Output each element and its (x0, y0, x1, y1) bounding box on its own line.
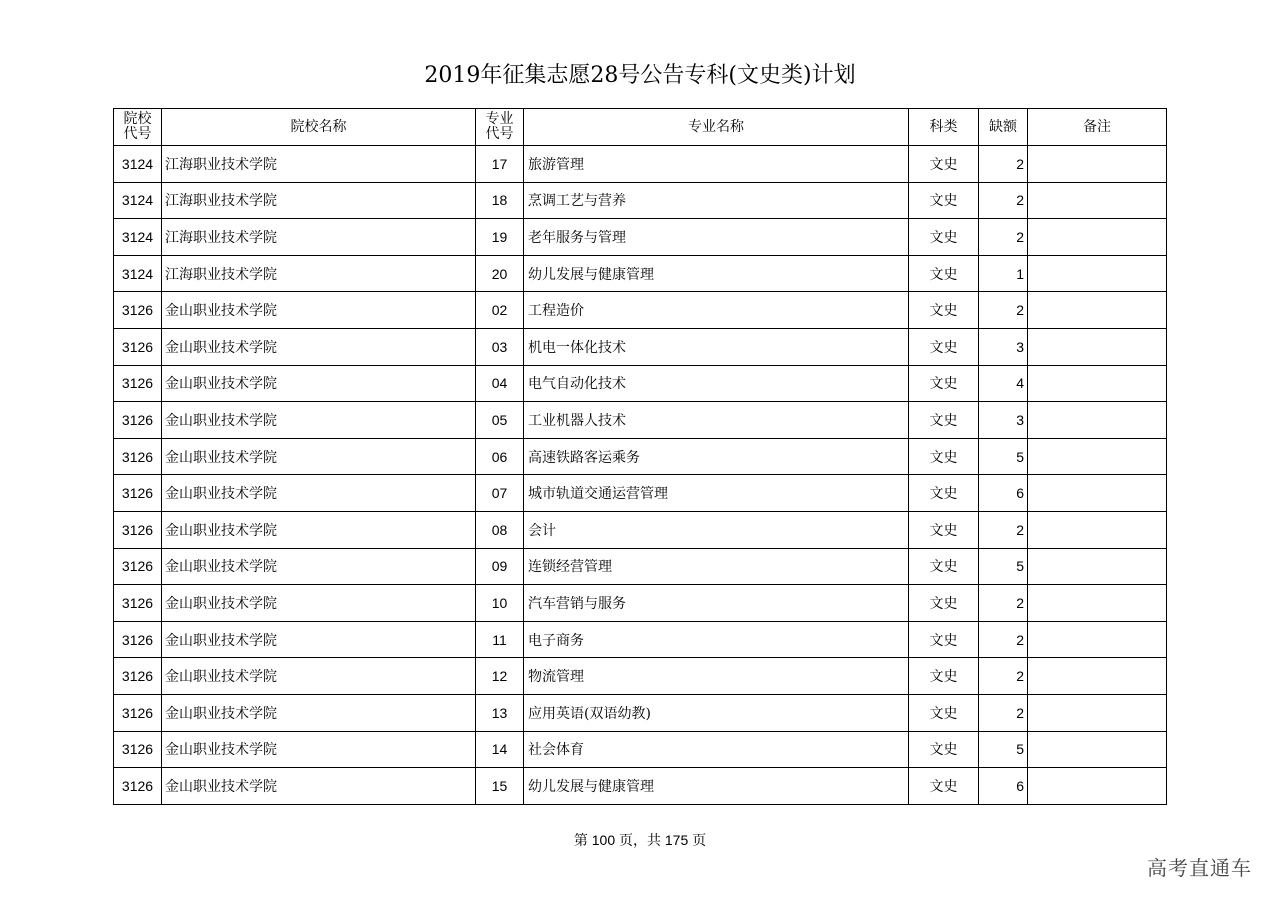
cell-school-code: 3126 (114, 548, 162, 585)
cell-remarks (1028, 182, 1167, 219)
cell-school-name: 金山职业技术学院 (162, 585, 476, 622)
cell-category: 文史 (909, 768, 979, 805)
table-body (114, 146, 1167, 805)
cell-school-name: 金山职业技术学院 (162, 328, 476, 365)
table-row (114, 694, 1167, 731)
table-row (114, 658, 1167, 695)
cell-major-code: 15 (476, 768, 524, 805)
table-row (114, 292, 1167, 329)
watermark: 高考直通车 (1147, 856, 1252, 880)
cell-category: 文史 (909, 658, 979, 695)
cell-school-name: 金山职业技术学院 (162, 731, 476, 768)
cell-school-code: 3126 (114, 402, 162, 439)
table-row (114, 438, 1167, 475)
table-row (114, 621, 1167, 658)
table-row (114, 731, 1167, 768)
cell-school-code: 3126 (114, 365, 162, 402)
cell-major-name: 电气自动化技术 (524, 365, 909, 402)
cell-school-code: 3126 (114, 292, 162, 329)
cell-category: 文史 (909, 731, 979, 768)
cell-remarks (1028, 402, 1167, 439)
table-row (114, 585, 1167, 622)
cell-school-code: 3126 (114, 694, 162, 731)
cell-remarks (1028, 694, 1167, 731)
table-row (114, 328, 1167, 365)
cell-school-code: 3124 (114, 146, 162, 183)
cell-school-code: 3126 (114, 731, 162, 768)
cell-school-code: 3126 (114, 328, 162, 365)
cell-school-code: 3126 (114, 438, 162, 475)
cell-major-name: 高速铁路客运乘务 (524, 438, 909, 475)
cell-school-code: 3126 (114, 585, 162, 622)
cell-school-code: 3124 (114, 255, 162, 292)
cell-school-name: 金山职业技术学院 (162, 694, 476, 731)
cell-major-name: 汽车营销与服务 (524, 585, 909, 622)
cell-category: 文史 (909, 621, 979, 658)
cell-major-code: 20 (476, 255, 524, 292)
plan-table (113, 108, 1167, 805)
cell-major-code: 18 (476, 182, 524, 219)
header-category: 科类 (909, 109, 979, 146)
table-row (114, 219, 1167, 256)
cell-major-code: 10 (476, 585, 524, 622)
cell-quota: 2 (979, 146, 1028, 183)
cell-remarks (1028, 585, 1167, 622)
cell-school-name: 金山职业技术学院 (162, 365, 476, 402)
cell-category: 文史 (909, 182, 979, 219)
cell-school-name: 金山职业技术学院 (162, 438, 476, 475)
cell-major-name: 物流管理 (524, 658, 909, 695)
cell-remarks (1028, 768, 1167, 805)
cell-major-name: 幼儿发展与健康管理 (524, 255, 909, 292)
cell-quota: 2 (979, 219, 1028, 256)
cell-remarks (1028, 511, 1167, 548)
cell-major-code: 17 (476, 146, 524, 183)
page-title: 2019年征集志愿28号公告专科(文史类)计划 (424, 63, 856, 88)
cell-school-name: 金山职业技术学院 (162, 658, 476, 695)
cell-school-name: 金山职业技术学院 (162, 511, 476, 548)
header-major-code: 专业 代号 (476, 109, 524, 146)
table-row (114, 402, 1167, 439)
cell-quota: 3 (979, 402, 1028, 439)
cell-quota: 2 (979, 621, 1028, 658)
cell-major-name: 连锁经营管理 (524, 548, 909, 585)
page-footer: 第 100 页，共 175 页 (573, 832, 707, 848)
cell-school-code: 3126 (114, 658, 162, 695)
cell-school-name: 金山职业技术学院 (162, 292, 476, 329)
cell-school-name: 金山职业技术学院 (162, 402, 476, 439)
cell-remarks (1028, 658, 1167, 695)
cell-category: 文史 (909, 146, 979, 183)
cell-quota: 4 (979, 365, 1028, 402)
table-header-row (114, 109, 1167, 146)
cell-school-code: 3124 (114, 182, 162, 219)
cell-major-code: 11 (476, 621, 524, 658)
cell-quota: 2 (979, 694, 1028, 731)
cell-quota: 2 (979, 182, 1028, 219)
cell-category: 文史 (909, 548, 979, 585)
cell-major-code: 13 (476, 694, 524, 731)
cell-category: 文史 (909, 402, 979, 439)
cell-remarks (1028, 475, 1167, 512)
cell-quota: 2 (979, 292, 1028, 329)
cell-major-name: 旅游管理 (524, 146, 909, 183)
cell-remarks (1028, 328, 1167, 365)
cell-school-code: 3124 (114, 219, 162, 256)
cell-major-code: 12 (476, 658, 524, 695)
header-quota: 缺额 (979, 109, 1028, 146)
table-row (114, 255, 1167, 292)
cell-category: 文史 (909, 255, 979, 292)
cell-remarks (1028, 292, 1167, 329)
cell-major-name: 老年服务与管理 (524, 219, 909, 256)
cell-school-name: 金山职业技术学院 (162, 621, 476, 658)
cell-category: 文史 (909, 475, 979, 512)
table-row (114, 182, 1167, 219)
cell-remarks (1028, 219, 1167, 256)
cell-category: 文史 (909, 292, 979, 329)
cell-quota: 1 (979, 255, 1028, 292)
cell-remarks (1028, 621, 1167, 658)
table-row (114, 365, 1167, 402)
cell-major-name: 社会体育 (524, 731, 909, 768)
table-row (114, 511, 1167, 548)
cell-major-name: 应用英语(双语幼教) (524, 694, 909, 731)
cell-category: 文史 (909, 438, 979, 475)
cell-major-code: 09 (476, 548, 524, 585)
cell-school-code: 3126 (114, 475, 162, 512)
cell-school-code: 3126 (114, 511, 162, 548)
cell-quota: 5 (979, 548, 1028, 585)
cell-quota: 5 (979, 731, 1028, 768)
cell-school-name: 金山职业技术学院 (162, 475, 476, 512)
cell-remarks (1028, 548, 1167, 585)
cell-major-name: 电子商务 (524, 621, 909, 658)
cell-school-name: 江海职业技术学院 (162, 146, 476, 183)
cell-remarks (1028, 146, 1167, 183)
cell-school-name: 金山职业技术学院 (162, 768, 476, 805)
cell-major-code: 05 (476, 402, 524, 439)
table-row (114, 146, 1167, 183)
cell-quota: 6 (979, 475, 1028, 512)
cell-major-name: 烹调工艺与营养 (524, 182, 909, 219)
header-school-code: 院校 代号 (114, 109, 162, 146)
cell-major-code: 14 (476, 731, 524, 768)
cell-major-name: 机电一体化技术 (524, 328, 909, 365)
header-school-name: 院校名称 (162, 109, 476, 146)
cell-quota: 2 (979, 585, 1028, 622)
cell-school-code: 3126 (114, 621, 162, 658)
cell-category: 文史 (909, 365, 979, 402)
cell-major-code: 07 (476, 475, 524, 512)
cell-remarks (1028, 255, 1167, 292)
cell-category: 文史 (909, 511, 979, 548)
cell-school-code: 3126 (114, 768, 162, 805)
header-remarks: 备注 (1028, 109, 1167, 146)
table-row (114, 548, 1167, 585)
header-major-name: 专业名称 (524, 109, 909, 146)
cell-major-code: 06 (476, 438, 524, 475)
cell-school-name: 江海职业技术学院 (162, 219, 476, 256)
cell-quota: 3 (979, 328, 1028, 365)
cell-category: 文史 (909, 328, 979, 365)
table-row (114, 475, 1167, 512)
cell-remarks (1028, 731, 1167, 768)
cell-category: 文史 (909, 694, 979, 731)
cell-quota: 2 (979, 658, 1028, 695)
cell-category: 文史 (909, 585, 979, 622)
cell-school-name: 江海职业技术学院 (162, 182, 476, 219)
cell-major-name: 幼儿发展与健康管理 (524, 768, 909, 805)
cell-quota: 5 (979, 438, 1028, 475)
cell-remarks (1028, 438, 1167, 475)
cell-major-name: 工程造价 (524, 292, 909, 329)
cell-major-code: 08 (476, 511, 524, 548)
cell-major-code: 04 (476, 365, 524, 402)
cell-school-name: 金山职业技术学院 (162, 548, 476, 585)
cell-category: 文史 (909, 219, 979, 256)
cell-quota: 2 (979, 511, 1028, 548)
cell-major-code: 02 (476, 292, 524, 329)
cell-major-name: 城市轨道交通运营管理 (524, 475, 909, 512)
cell-school-name: 江海职业技术学院 (162, 255, 476, 292)
cell-major-code: 03 (476, 328, 524, 365)
cell-quota: 6 (979, 768, 1028, 805)
cell-major-name: 会计 (524, 511, 909, 548)
table-row (114, 768, 1167, 805)
cell-remarks (1028, 365, 1167, 402)
cell-major-name: 工业机器人技术 (524, 402, 909, 439)
cell-major-code: 19 (476, 219, 524, 256)
